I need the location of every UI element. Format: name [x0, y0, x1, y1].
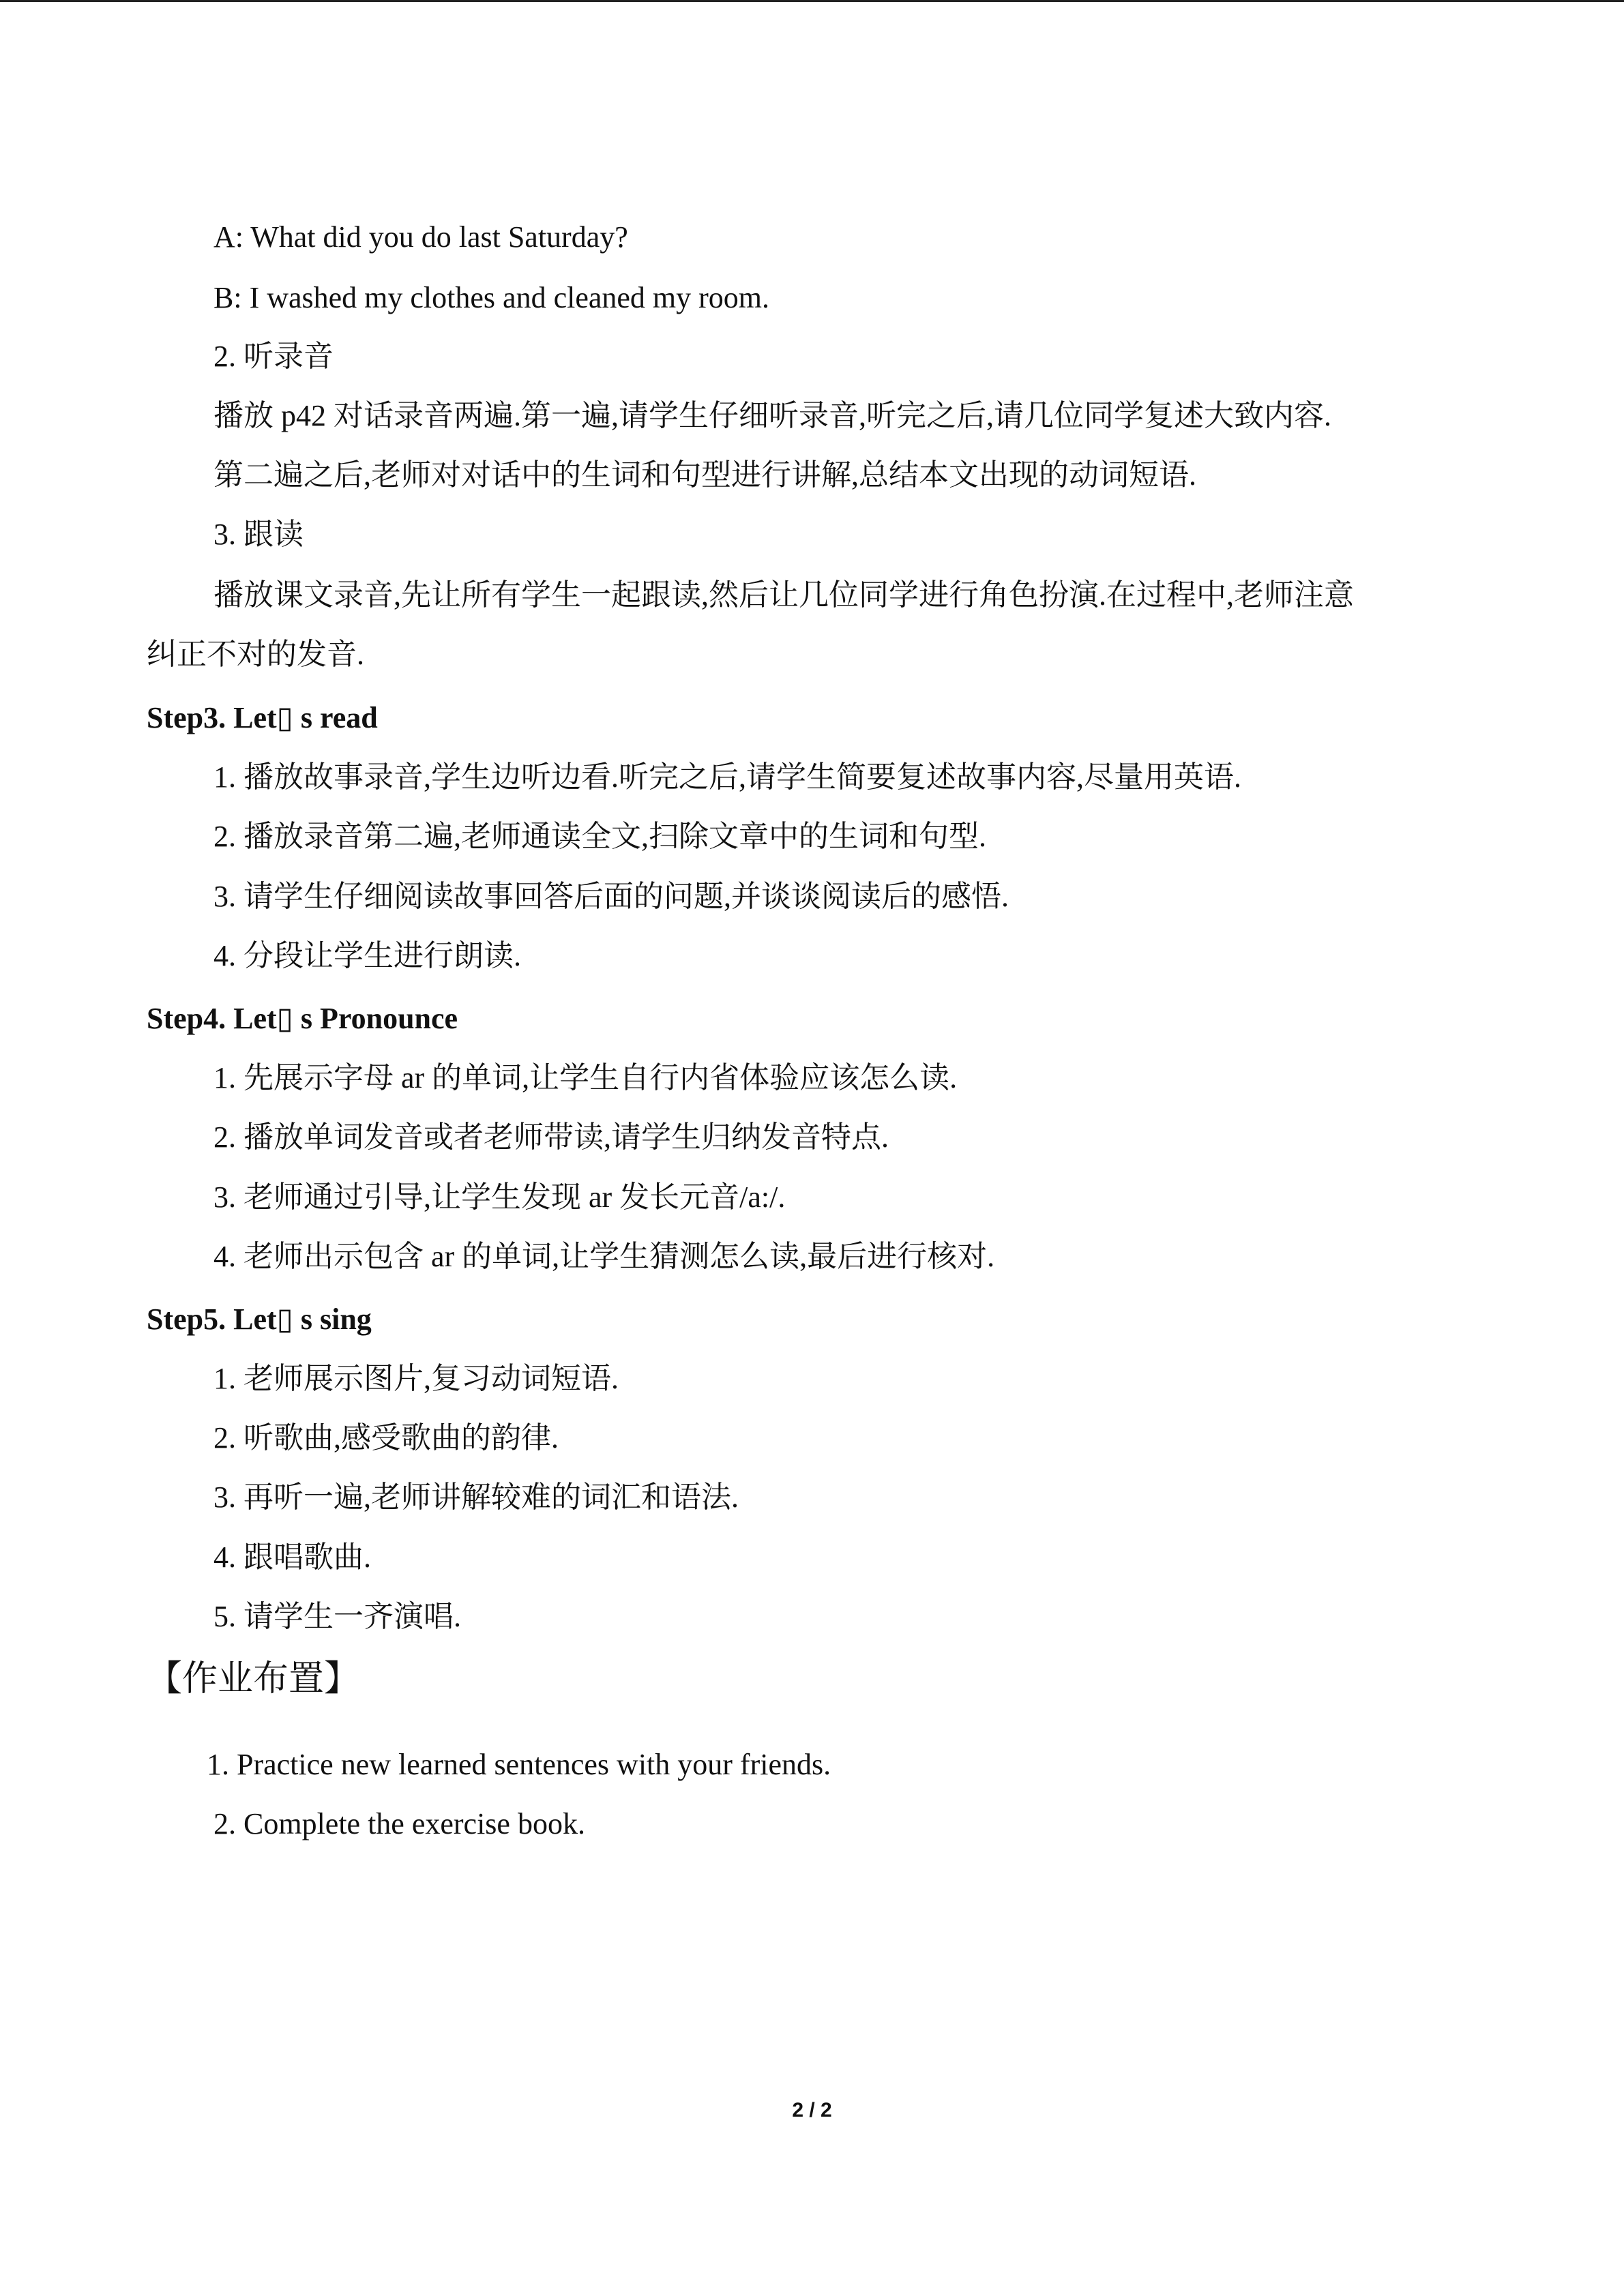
top-border: [0, 0, 1624, 2]
step3-heading: Step3. Let▯ s read: [147, 701, 378, 734]
step3-item: 1. 播放故事录音,学生边听边看.听完之后,请学生简要复述故事内容,尽量用英语.: [213, 760, 1241, 794]
listen-title: 2. 听录音: [213, 340, 334, 373]
step3-item: 2. 播放录音第二遍,老师通读全文,扫除文章中的生词和句型.: [213, 820, 986, 853]
step4-item: 1. 先展示字母 ar 的单词,让学生自行内省体验应该怎么读.: [213, 1061, 958, 1094]
step3-item: 3. 请学生仔细阅读故事回答后面的问题,并谈谈阅读后的感悟.: [213, 880, 1009, 913]
step5-item: 4. 跟唱歌曲.: [213, 1540, 371, 1574]
follow-title: 3. 跟读: [213, 518, 304, 551]
dialogue-line-a: A: What did you do last Saturday?: [213, 220, 628, 254]
dialogue-line-b: B: I washed my clothes and cleaned my room.: [213, 281, 770, 314]
homework-item: 2. Complete the exercise book.: [213, 1807, 585, 1840]
step5-heading: Step5. Let▯ s sing: [147, 1302, 372, 1336]
step4-item: 4. 老师出示包含 ar 的单词,让学生猜测怎么读,最后进行核对.: [213, 1240, 995, 1273]
step5-item: 1. 老师展示图片,复习动词短语.: [213, 1362, 619, 1395]
listen-paragraph-1: 播放 p42 对话录音两遍.第一遍,请学生仔细听录音,听完之后,请几位同学复述大致内容.: [213, 399, 1331, 432]
step5-item: 3. 再听一遍,老师讲解较难的词汇和语法.: [213, 1480, 739, 1514]
step3-item: 4. 分段让学生进行朗读.: [213, 939, 521, 972]
step4-item: 2. 播放单词发音或者老师带读,请学生归纳发音特点.: [213, 1120, 889, 1154]
listen-paragraph-2: 第二遍之后,老师对对话中的生词和句型进行讲解,总结本文出现的动词短语.: [213, 458, 1196, 492]
step5-item: 5. 请学生一齐演唱.: [213, 1600, 461, 1633]
homework-heading: 【作业布置】: [147, 1658, 360, 1699]
follow-paragraph-2: 纠正不对的发音.: [147, 638, 364, 671]
follow-paragraph-1: 播放课文录音,先让所有学生一起跟读,然后让几位同学进行角色扮演.在过程中,老师注意: [213, 578, 1354, 612]
step5-item: 2. 听歌曲,感受歌曲的韵律.: [213, 1421, 559, 1455]
step4-item: 3. 老师通过引导,让学生发现 ar 发长元音/a:/.: [213, 1180, 786, 1214]
step4-heading: Step4. Let▯ s Pronounce: [147, 1002, 458, 1035]
page-number: 2 / 2: [792, 2099, 832, 2121]
homework-item: 1. Practice new learned sentences with your friends.: [207, 1748, 831, 1781]
